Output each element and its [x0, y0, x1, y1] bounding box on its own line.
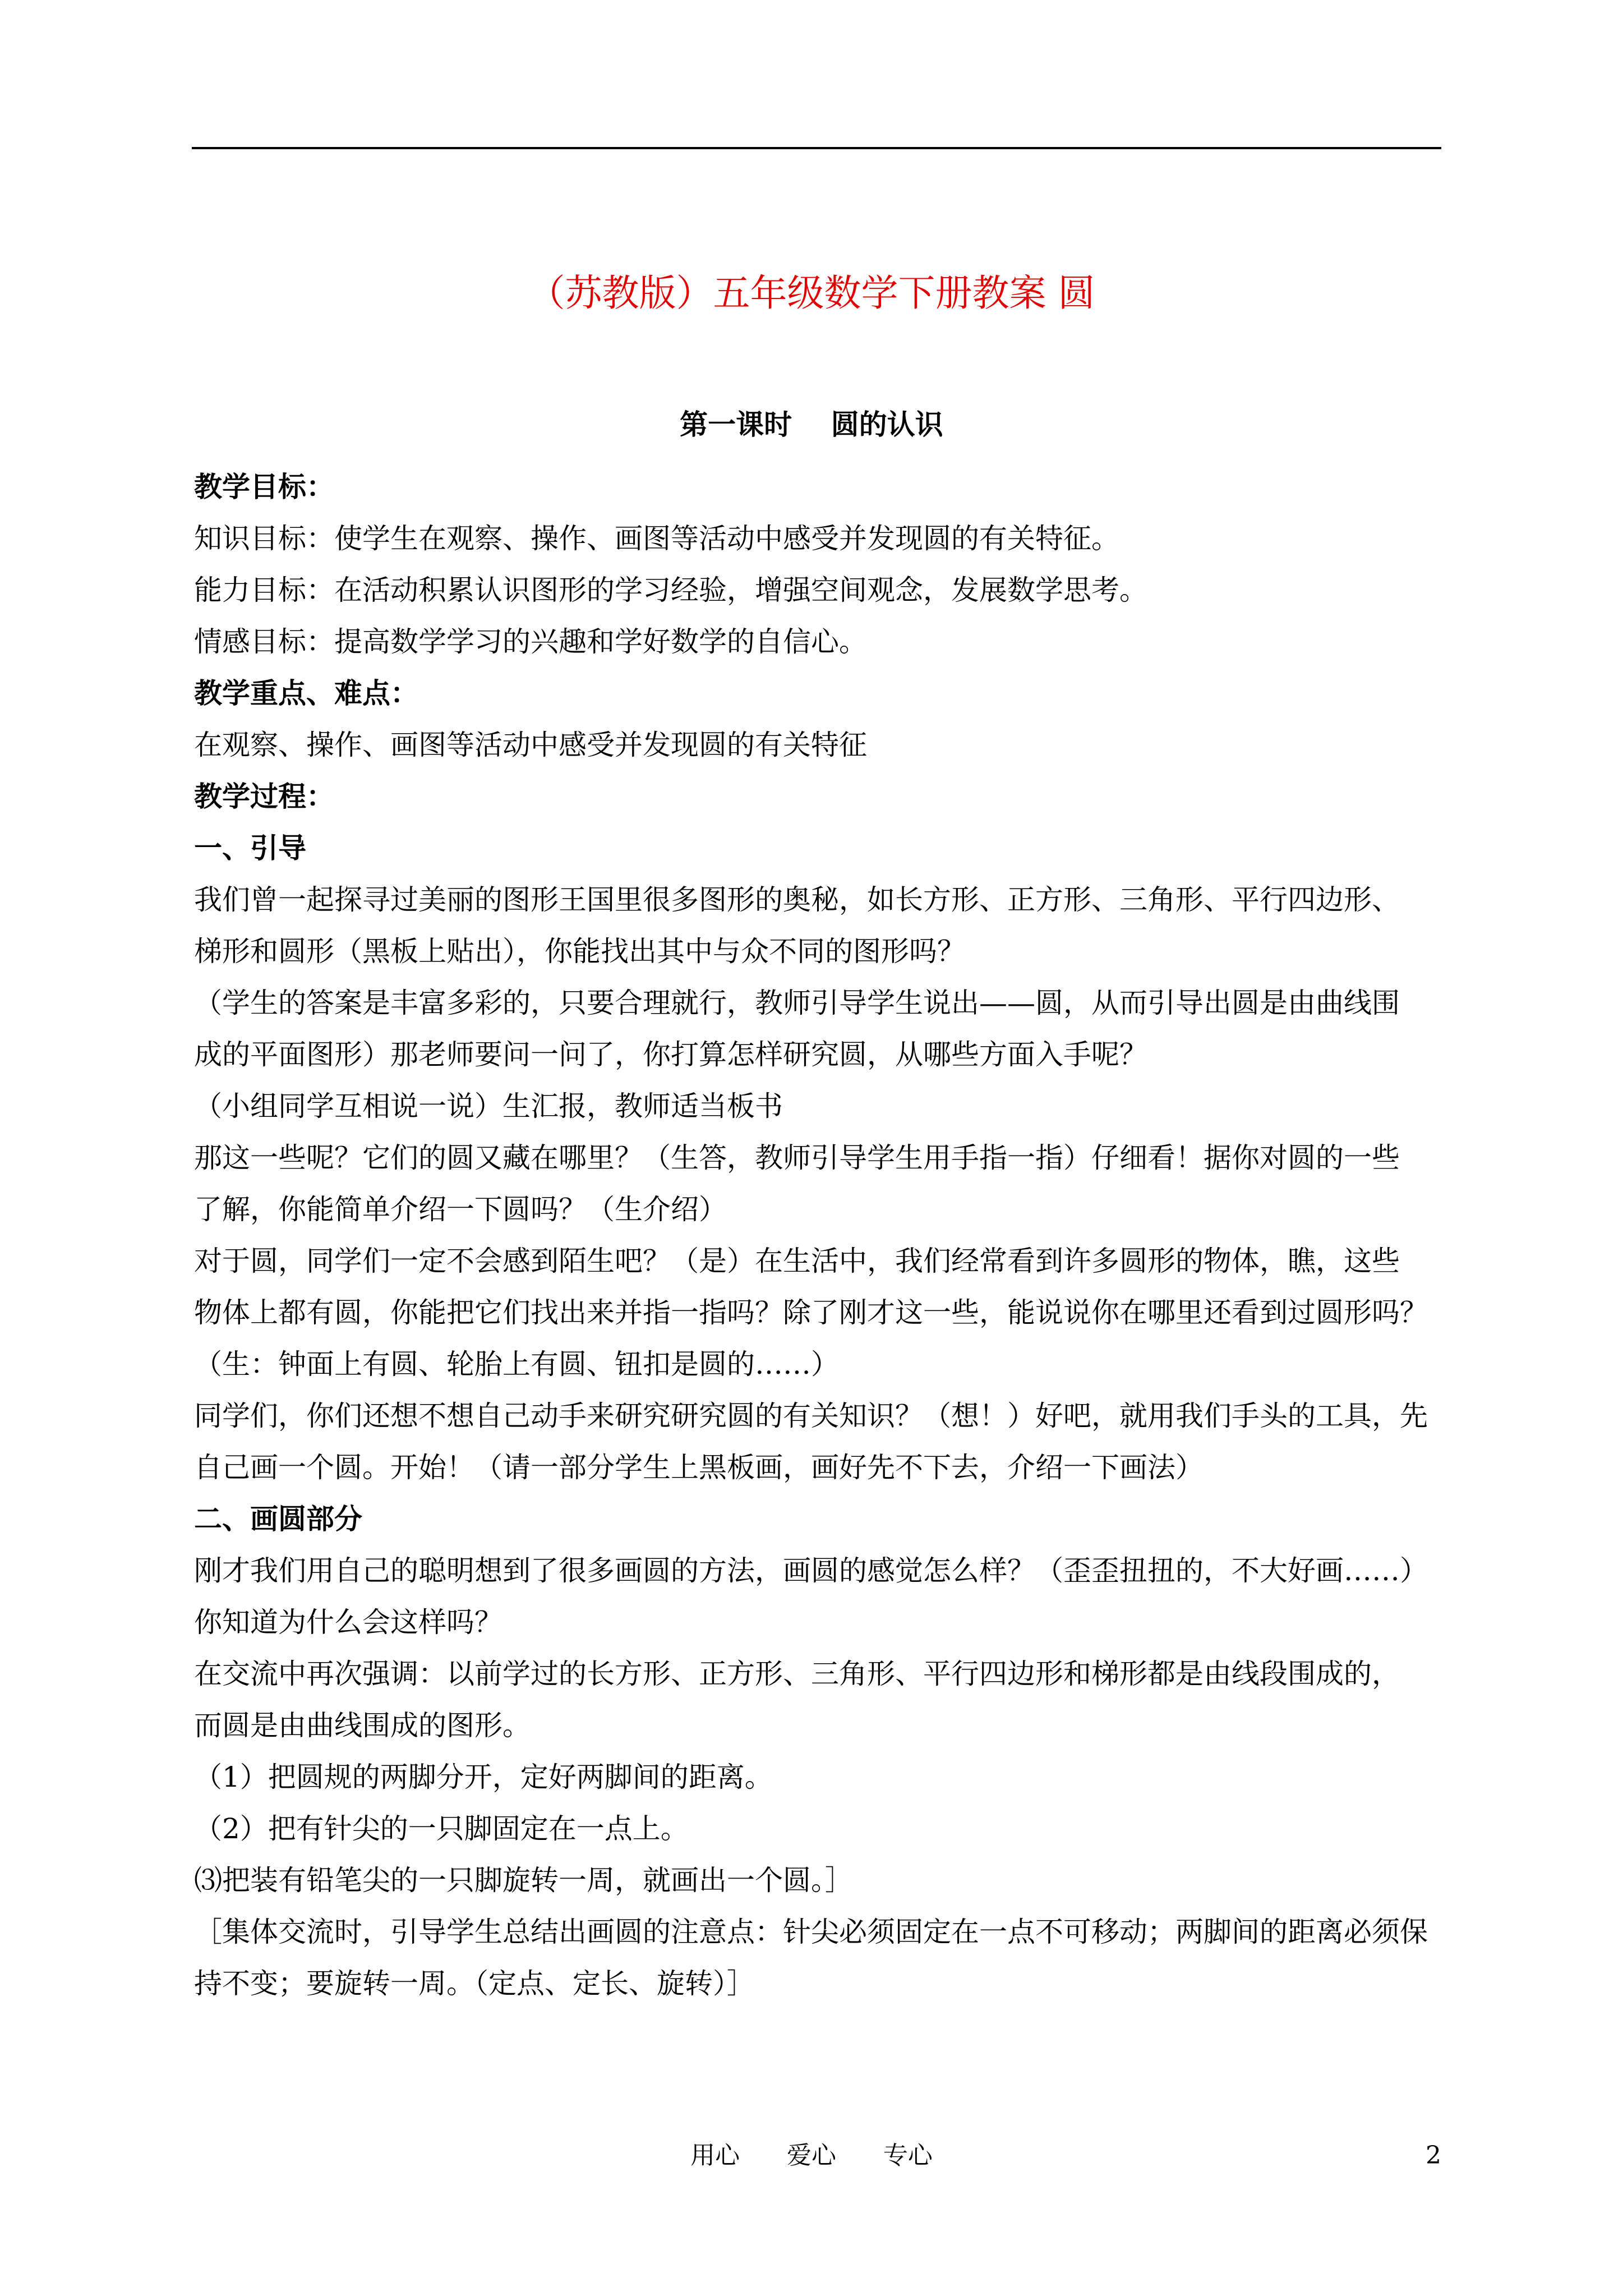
paragraph-line: 了解，你能简单介绍一下圆吗？（生介绍）: [194, 1193, 727, 1226]
paragraph-line: （2）把有针尖的一只脚固定在一点上。: [194, 1812, 689, 1845]
section-heading: 教学重点、难点：: [194, 677, 418, 710]
paragraph-line: （生：钟面上有圆、轮胎上有圆、钮扣是圆的……）: [194, 1348, 839, 1381]
paragraph-line: 成的平面图形）那老师要问一问了，你打算怎样研究圆，从哪些方面入手呢？: [194, 1038, 1147, 1071]
paragraph-line: 自己画一个圆。开始！（请一部分学生上黑板画，画好先不下去，介绍一下画法）: [194, 1451, 1204, 1484]
page-number: 2: [1426, 2141, 1441, 2170]
paragraph-line: 知识目标：使学生在观察、操作、画图等活动中感受并发现圆的有关特征。: [194, 522, 1119, 555]
section-heading: 一、引导: [194, 831, 306, 864]
paragraph-line: ⑶把装有铅笔尖的一只脚旋转一周，就画出一个圆。］: [194, 1864, 853, 1897]
lesson-title: 第一课时 圆的认识: [680, 408, 943, 441]
paragraph-line: 我们曾一起探寻过美丽的图形王国里很多图形的奥秘，如长方形、正方形、三角形、平行四边形、: [194, 884, 1400, 916]
paragraph-line: 那这一些呢？它们的圆又藏在哪里？（生答，教师引导学生用手指一指）仔细看！据你对圆的一些: [194, 1142, 1400, 1174]
paragraph-line: 而圆是由曲线围成的图形。: [194, 1709, 531, 1742]
paragraph-line: 在观察、操作、画图等活动中感受并发现圆的有关特征: [194, 729, 867, 761]
paragraph-line: 刚才我们用自己的聪明想到了很多画圆的方法，画圆的感觉怎么样？（歪歪扭扭的，不大好画……）: [194, 1554, 1428, 1587]
paragraph-line: 持不变；要旋转一周。（定点、定长、旋转）］: [194, 1967, 755, 2000]
document-title: （苏教版）五年级数学下册教案 圆: [528, 272, 1095, 315]
paragraph-line: 你知道为什么会这样吗？: [194, 1606, 502, 1639]
paragraph-line: 对于圆，同学们一定不会感到陌生吧？（是）在生活中，我们经常看到许多圆形的物体，瞧，这些: [194, 1245, 1400, 1277]
paragraph-line: 梯形和圆形（黑板上贴出），你能找出其中与众不同的图形吗？: [194, 935, 965, 968]
paragraph-line: ［集体交流时，引导学生总结出画圆的注意点：针尖必须固定在一点不可移动；两脚间的距离必须保: [194, 1916, 1428, 1948]
paragraph-line: （小组同学互相说一说）生汇报，教师适当板书: [194, 1090, 783, 1122]
paragraph-line: 情感目标：提高数学学习的兴趣和学好数学的自信心。: [194, 625, 867, 658]
footer-motto: 用心 爱心 专心: [690, 2141, 933, 2170]
document-body: [194, 461, 1442, 2009]
paragraph-line: 同学们，你们还想不想自己动手来研究研究圆的有关知识？（想！）好吧，就用我们手头的工具，先: [194, 1400, 1428, 1432]
page-footer: [0, 2136, 1623, 2181]
paragraph-line: （学生的答案是丰富多彩的，只要合理就行，教师引导学生说出——圆，从而引导出圆是由曲线围: [194, 987, 1400, 1019]
paragraph-line: 在交流中再次强调：以前学过的长方形、正方形、三角形、平行四边形和梯形都是由线段围成的，: [194, 1658, 1400, 1690]
section-heading: 教学目标：: [194, 470, 334, 503]
paragraph-line: 物体上都有圆，你能把它们找出来并指一指吗？除了刚才这一些，能说说你在哪里还看到过圆形吗？: [194, 1296, 1428, 1329]
paragraph-line: （1）把圆规的两脚分开，定好两脚间的距离。: [194, 1761, 773, 1793]
section-heading: 二、画圆部分: [194, 1502, 362, 1535]
paragraph-line: 能力目标：在活动积累认识图形的学习经验，增强空间观念，发展数学思考。: [194, 574, 1147, 606]
section-heading: 教学过程：: [194, 780, 334, 813]
header-rule: [192, 147, 1441, 149]
